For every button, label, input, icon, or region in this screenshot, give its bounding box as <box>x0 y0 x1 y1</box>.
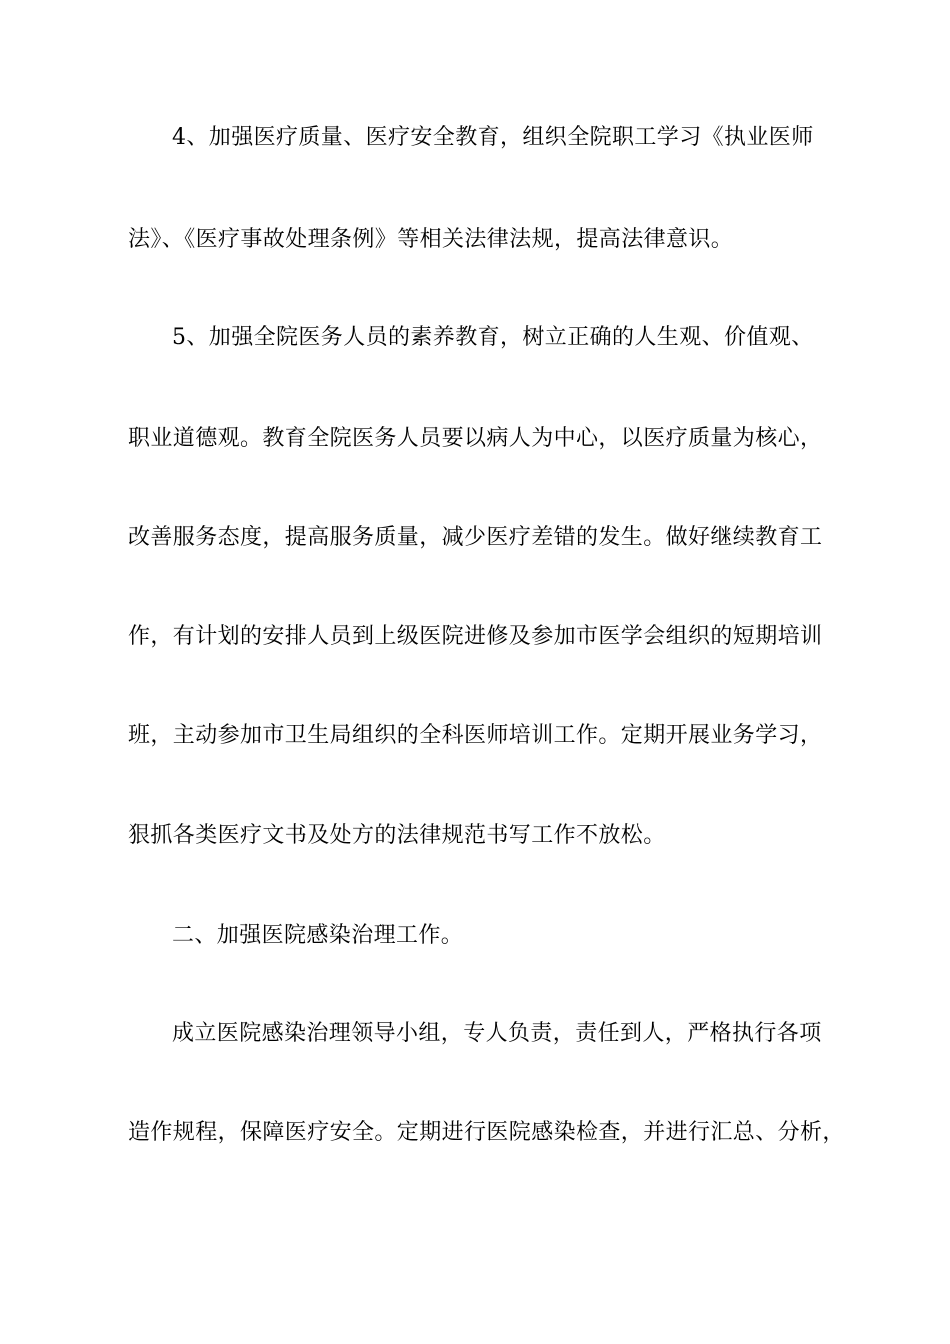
paragraph-5-line-4: 作，有计划的安排人员到上级医院进修及参加市医学会组织的短期培训 <box>128 624 823 649</box>
paragraph-5-line-6: 狠抓各类医疗文书及处方的法律规范书写工作不放松。 <box>128 823 666 848</box>
paragraph-4-line-1: 4、加强医疗质量、医疗安全教育，组织全院职工学习《执业医师 <box>172 125 814 150</box>
paragraph-6-line-2: 造作规程，保障医疗安全。定期进行医院感染检查，并进行汇总、分析， <box>128 1120 845 1145</box>
section-heading-2: 二、加强医院感染治理工作。 <box>172 923 464 948</box>
paragraph-5-line-1: 5、加强全院医务人员的素养教育，树立正确的人生观、价值观、 <box>172 325 814 350</box>
paragraph-5-line-2: 职业道德观。教育全院医务人员要以病人为中心，以医疗质量为核心， <box>128 426 823 451</box>
paragraph-6-line-1: 成立医院感染治理领导小组，专人负责，责任到人，严格执行各项 <box>172 1021 822 1046</box>
paragraph-5-line-3: 改善服务态度，提高服务质量，减少医疗差错的发生。做好继续教育工 <box>128 525 823 550</box>
paragraph-4-line-2: 法》、《医疗事故处理条例》等相关法律法规，提高法律意识。 <box>128 227 734 252</box>
paragraph-5-line-5: 班，主动参加市卫生局组织的全科医师培训工作。定期开展业务学习， <box>128 723 823 748</box>
